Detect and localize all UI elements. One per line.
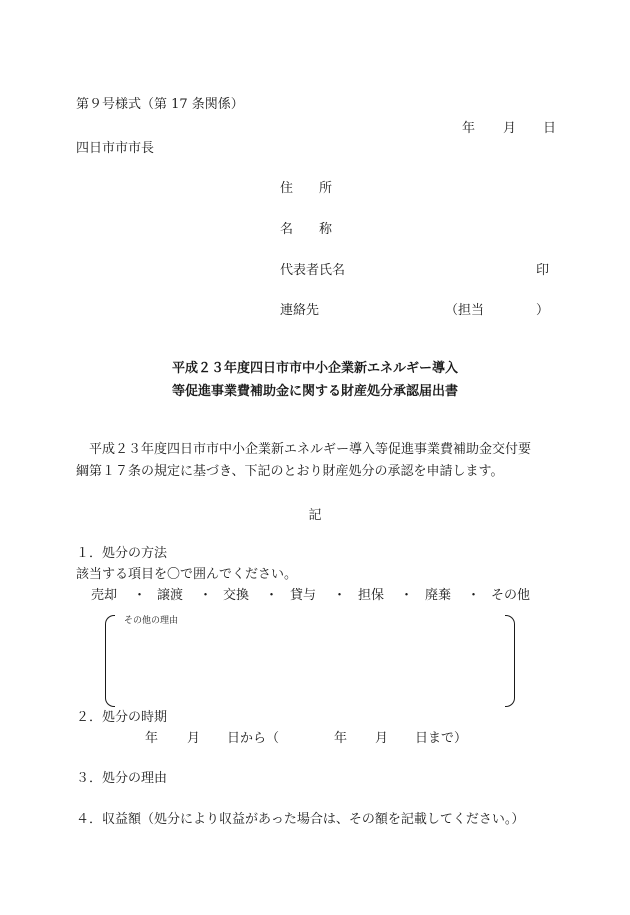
contact-person-close: ） <box>536 303 550 318</box>
period-from-month: 月 <box>187 731 201 746</box>
representative-label: 代表者氏名 <box>280 263 346 278</box>
period-to-month: 月 <box>375 731 389 746</box>
option-separator: ・ <box>400 588 414 603</box>
name-label: 名 称 <box>280 222 333 237</box>
section1-heading: １．処分の方法 <box>76 546 168 561</box>
addressee: 四日市市市長 <box>76 141 155 156</box>
option-separator: ・ <box>133 588 147 603</box>
period-from-year: 年 <box>145 731 159 746</box>
address-label: 住 所 <box>280 181 333 196</box>
left-bracket <box>105 615 115 707</box>
section2-heading: ２．処分の時期 <box>76 710 168 725</box>
option-discard[interactable]: 廃棄 <box>425 588 452 603</box>
date-month-label: 月 <box>503 121 517 136</box>
date-year-label: 年 <box>462 121 476 136</box>
period-to-year: 年 <box>334 731 348 746</box>
option-separator: ・ <box>199 588 213 603</box>
option-separator: ・ <box>333 588 347 603</box>
other-reason-label: その他の理由 <box>124 616 179 626</box>
section3-heading: ３．処分の理由 <box>76 771 168 786</box>
date-day-label: 日 <box>543 121 557 136</box>
option-sale[interactable]: 売却 <box>91 588 118 603</box>
seal-mark: 印 <box>536 263 550 278</box>
right-bracket <box>505 615 515 707</box>
option-separator: ・ <box>265 588 279 603</box>
body-line-1: 平成２３年度四日市市中小企業新エネルギー導入等促進事業費補助金交付要 <box>89 442 532 457</box>
option-transfer[interactable]: 譲渡 <box>157 588 184 603</box>
option-collateral[interactable]: 担保 <box>358 588 385 603</box>
option-separator: ・ <box>467 588 481 603</box>
ki-heading: 記 <box>308 508 322 523</box>
contact-label: 連絡先 <box>280 303 320 318</box>
option-exchange[interactable]: 交換 <box>223 588 250 603</box>
body-line-2: 綱第１７条の規定に基づき、下記のとおり財産処分の承認を申請します。 <box>76 464 504 479</box>
option-lend[interactable]: 貸与 <box>290 588 317 603</box>
period-to-day: 日まで） <box>415 731 468 746</box>
contact-person-open: （担当 <box>445 303 485 318</box>
period-from-day: 日から（ <box>227 731 280 746</box>
section1-instruction: 該当する項目を〇で囲んでください。 <box>76 567 298 582</box>
option-other[interactable]: その他 <box>491 588 531 603</box>
title-line-2: 等促進事業費補助金に関する財産処分承認届出書 <box>171 384 458 399</box>
section4-heading: ４．収益額（処分により収益があった場合は、その額を記載してください。） <box>76 812 525 827</box>
title-line-1: 平成２３年度四日市市中小企業新エネルギー導入 <box>171 361 458 376</box>
form-number: 第９号様式（第 17 条関係） <box>76 97 244 112</box>
